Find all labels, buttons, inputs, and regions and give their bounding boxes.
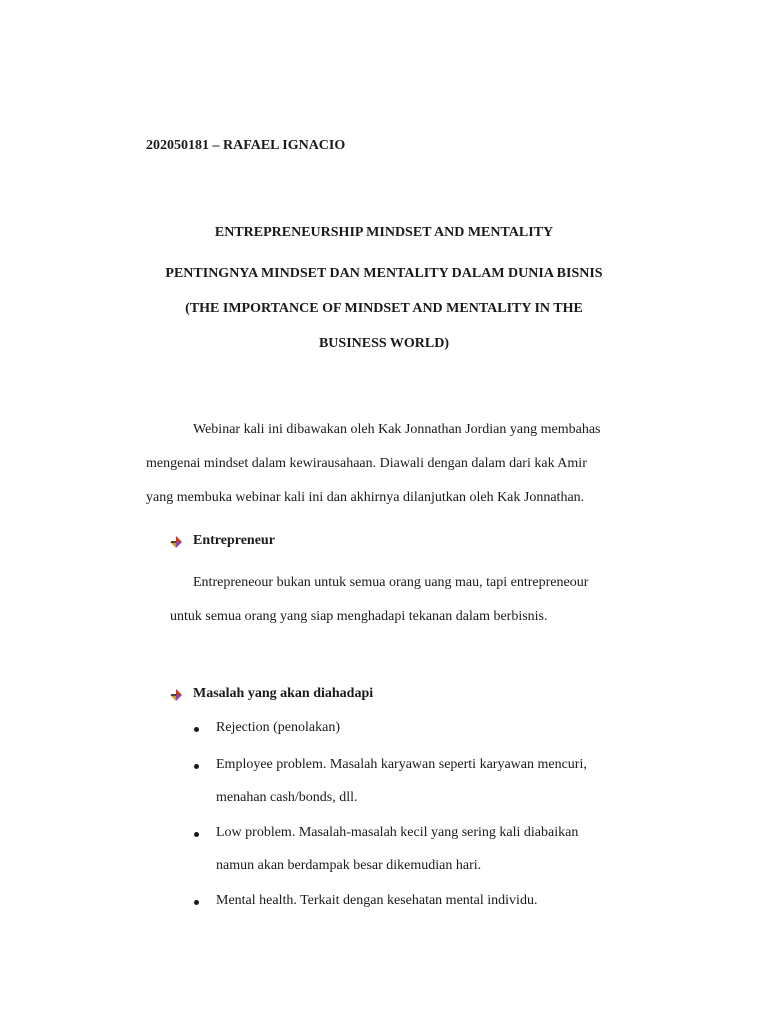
subtitle-line-3: BUSINESS WORLD)	[318, 336, 450, 351]
list-item-1-line-1: Rejection (penolakan)	[216, 720, 341, 735]
intro-line-2: mengenai mindset dalam kewirausahaan. Diawali dengan dalam dari kak Amir	[146, 456, 587, 471]
author-line: 202050181 – RAFAEL IGNACIO	[146, 138, 346, 153]
section-heading-masalah: Masalah yang akan diahadapi	[193, 686, 374, 701]
intro-line-3: yang membuka webinar kali ini dan akhirnya dilanjutkan oleh Kak Jonnathan.	[146, 490, 585, 505]
list-item-3-line-1: Low problem. Masalah-masalah kecil yang sering kali diabaikan	[216, 825, 579, 840]
subtitle-line-1: PENTINGNYA MINDSET DAN MENTALITY DALAM DUNIA BISNIS	[165, 266, 603, 281]
list-bullet-dot	[194, 832, 199, 837]
arrow-bullet-icon	[170, 689, 182, 701]
intro-line-1: Webinar kali ini dibawakan oleh Kak Jonnathan Jordian yang membahas	[193, 422, 601, 437]
list-item-4-line-1: Mental health. Terkait dengan kesehatan mental individu.	[216, 893, 538, 908]
list-item-2-line-2: menahan cash/bonds, dll.	[216, 790, 358, 805]
list-item-3-line-2: namun akan berdampak besar dikemudian hari.	[216, 858, 482, 873]
list-item-2-line-1: Employee problem. Masalah karyawan seperti karyawan mencuri,	[216, 757, 587, 772]
entrepreneur-line-2: untuk semua orang yang siap menghadapi tekanan dalam berbisnis.	[170, 609, 548, 624]
main-title: ENTREPRENEURSHIP MINDSET AND MENTALITY	[214, 225, 554, 240]
entrepreneur-line-1: Entrepreneour bukan untuk semua orang uang mau, tapi entrepreneour	[193, 575, 589, 590]
subtitle-line-2: (THE IMPORTANCE OF MINDSET AND MENTALITY IN THE	[185, 301, 583, 316]
section-heading-entrepreneur: Entrepreneur	[193, 533, 275, 548]
list-bullet-dot	[194, 727, 199, 732]
arrow-bullet-icon	[170, 536, 182, 548]
list-bullet-dot	[194, 764, 199, 769]
list-bullet-dot	[194, 900, 199, 905]
